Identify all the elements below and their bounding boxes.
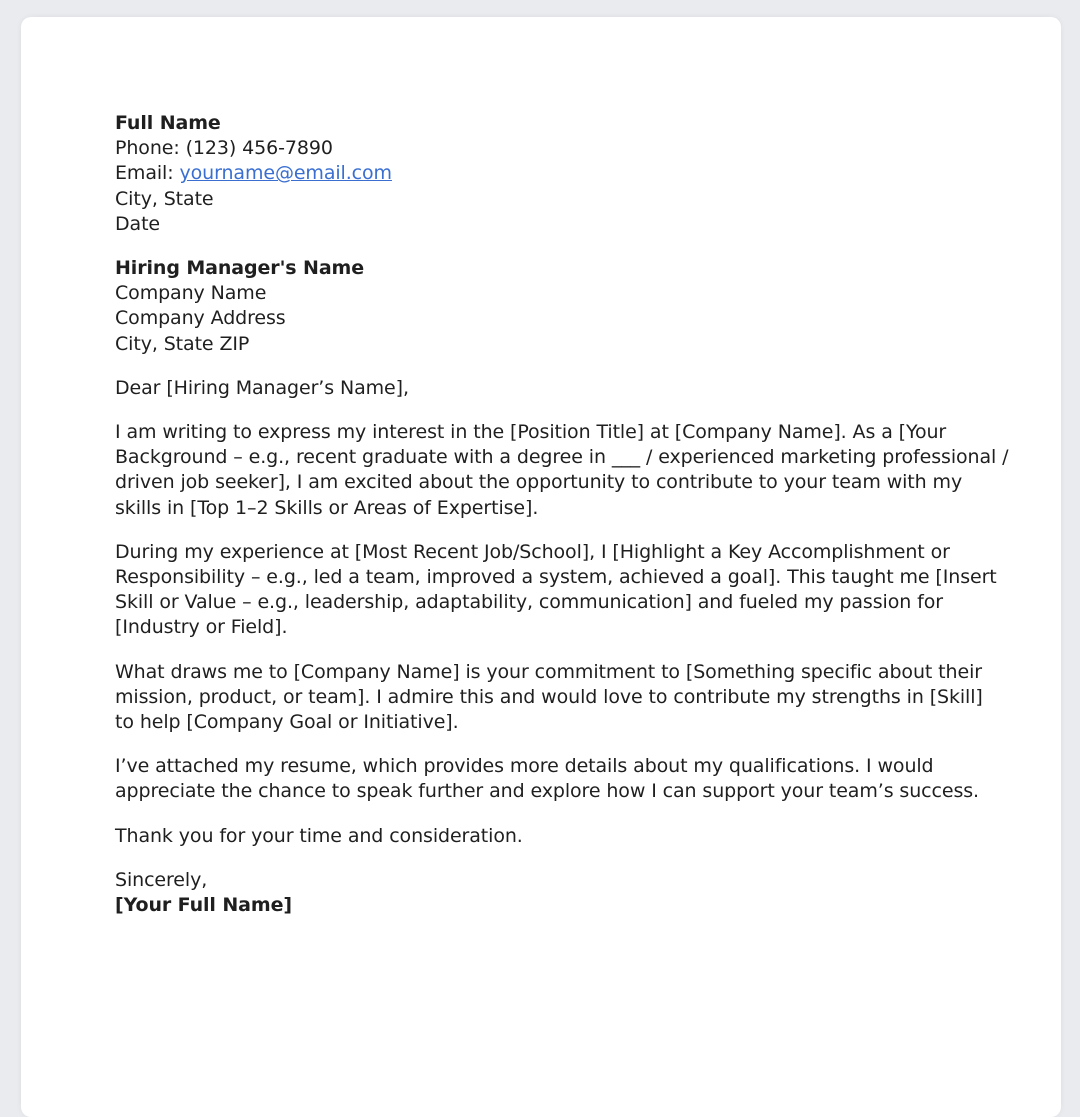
sign-off: Sincerely, [115, 868, 208, 891]
paragraph-line: I am writing to express my interest in the [Position Title] at [Company Name]. As a [Your [115, 421, 947, 444]
signature: [Your Full Name] [115, 894, 292, 917]
body-paragraph [115, 754, 979, 804]
letter-body [115, 420, 1009, 849]
paragraph-line: mission, product, or team]. I admire this and would love to contribute my strengths in [Skill] [115, 685, 983, 708]
email-label: Email: [115, 162, 180, 185]
paragraph-line: appreciate the chance to speak further and explore how I can support your team’s success. [115, 780, 979, 803]
paragraph-line: Skill or Value – e.g., leadership, adaptability, communication] and fueled my passion for [115, 591, 943, 614]
recipient-city-state-zip: City, State ZIP [115, 332, 250, 355]
paragraph-line: Background – e.g., recent graduate with a degree in ___ / experienced marketing professional / [115, 446, 1009, 469]
sender-full-name: Full Name [115, 112, 221, 134]
body-paragraph [115, 824, 975, 849]
cover-letter [115, 111, 1009, 937]
recipient-company-name: Company Name [115, 282, 267, 305]
sender-block [115, 111, 975, 237]
body-paragraph [115, 660, 983, 736]
letter-date: Date [115, 212, 161, 235]
phone-number: (123) 456-7890 [185, 137, 333, 160]
recipient-company-address: Company Address [115, 307, 286, 330]
sender-city-state: City, State [115, 187, 214, 210]
recipient-manager-name: Hiring Manager's Name [115, 257, 365, 280]
paragraph-line: to help [Company Goal or Initiative]. [115, 711, 459, 734]
paragraph-line: What draws me to [Company Name] is your commitment to [Something specific about their [115, 660, 982, 683]
paragraph-line: driven job seeker], I am excited about the opportunity to contribute to your team with my [115, 471, 963, 494]
email-link[interactable]: yourname@email.com [179, 162, 392, 185]
salutation: Dear [Hiring Manager’s Name], [115, 376, 409, 399]
paragraph-line: [Industry or Field]. [115, 616, 288, 639]
paragraph-line: skills in [Top 1–2 Skills or Areas of Expertise]. [115, 496, 539, 519]
closing-block [115, 868, 975, 918]
phone-label: Phone: [115, 137, 186, 160]
sender-phone-line [115, 136, 975, 161]
body-paragraph [115, 540, 997, 641]
paragraph-line: Thank you for your time and consideration. [115, 824, 523, 847]
document-page [21, 17, 1061, 1117]
recipient-block [115, 256, 975, 357]
paragraph-line: During my experience at [Most Recent Job/School], I [Highlight a Key Accomplishment or [115, 540, 950, 563]
paragraph-line: Responsibility – e.g., led a team, improved a system, achieved a goal]. This taught me [Insert [115, 566, 997, 589]
sender-email-line [115, 161, 975, 186]
body-paragraph [115, 420, 1009, 521]
paragraph-line: I’ve attached my resume, which provides more details about my qualifications. I would [115, 755, 934, 778]
